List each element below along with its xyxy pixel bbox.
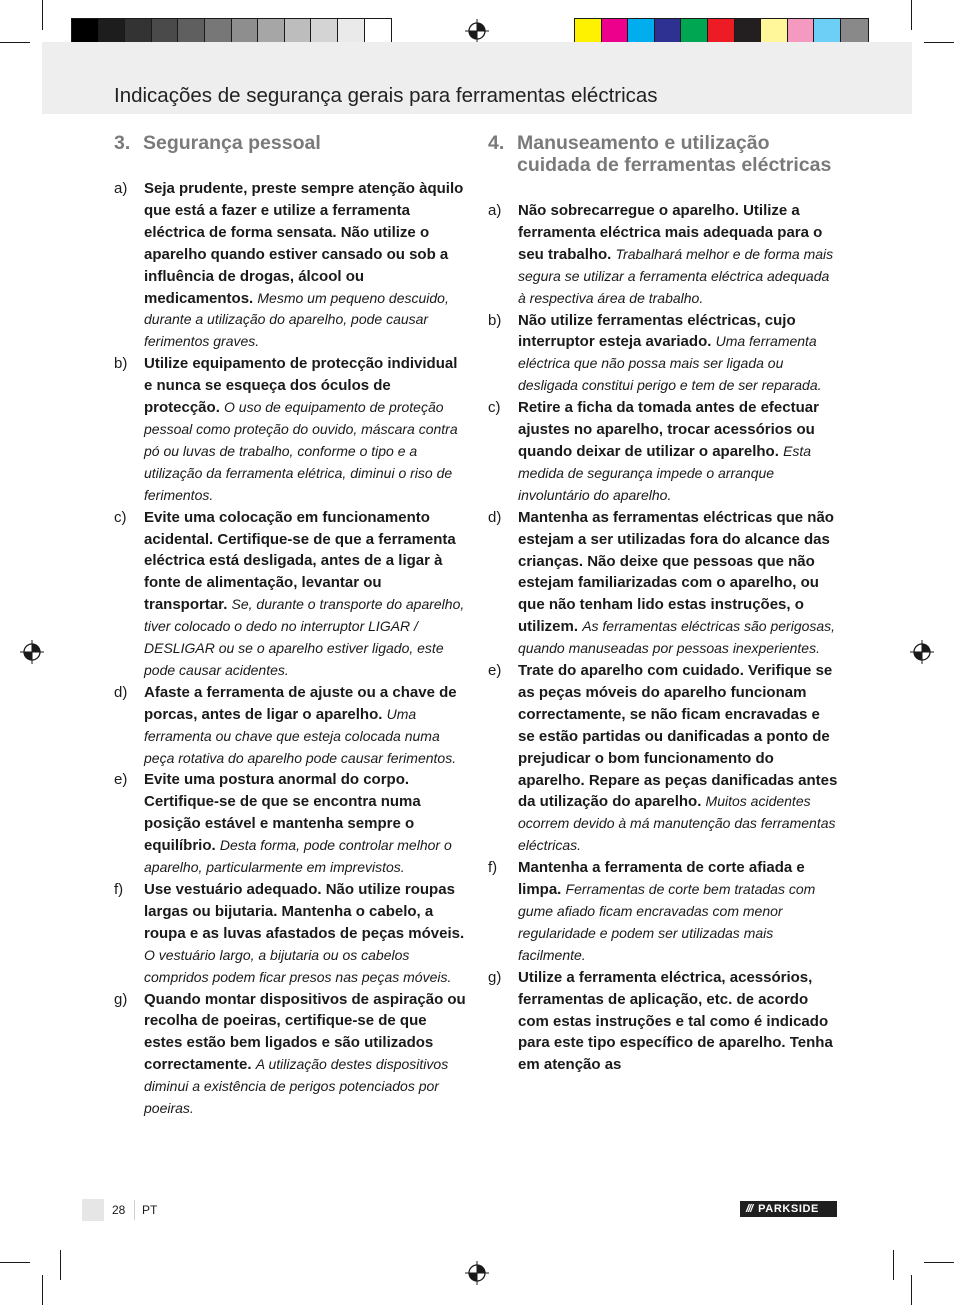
crop-mark bbox=[42, 1275, 43, 1305]
item-letter: a) bbox=[114, 180, 128, 197]
item-explanation: Esta medida de segurança impede o arranque involuntário do aparelho. bbox=[518, 442, 812, 503]
item-explanation: Desta forma, pode controlar melhor o aparelho, particularmente em imprevistos. bbox=[144, 837, 452, 876]
list-item bbox=[488, 660, 840, 857]
section-heading-personal-safety bbox=[114, 132, 466, 154]
crop-mark bbox=[42, 0, 43, 30]
list-item bbox=[114, 989, 466, 1120]
list-item bbox=[488, 200, 840, 310]
item-letter: g) bbox=[114, 990, 128, 1008]
list-item bbox=[114, 353, 466, 506]
item-instruction: Utilize a ferramenta eléctrica, acessórios, ferramentas de aplicação, etc. de acordo com estas instruções e tal como é indicado para este tipo específico de aparelho. Tenha em atenção as bbox=[518, 968, 833, 1074]
section-title: Segurança pessoal bbox=[143, 132, 321, 154]
crop-mark bbox=[911, 1275, 912, 1305]
item-explanation: Trabalhará melhor e de forma mais segura se utilizar a ferramenta eléctrica adequada à respectiva área de trabalho. bbox=[518, 245, 834, 306]
list-item bbox=[488, 310, 840, 398]
brand-name: PARKSIDE bbox=[758, 1203, 819, 1215]
item-instruction: Seja prudente, preste sempre atenção àquilo que está a fazer e utilize a ferramenta eléctrica de forma sensata. Não utilize o aparelho quando estiver cansado ou sob a influência de drogas, álcool ou medicamentos. bbox=[144, 180, 464, 307]
item-instruction: Evite uma colocação em funcionamento acidental. Certifique-se de que a ferramenta eléctrica está desligada, antes de a ligar à fonte de alimentação, levantar ou transportar. bbox=[144, 508, 456, 614]
item-text bbox=[518, 967, 840, 1077]
item-letter: f) bbox=[114, 881, 124, 898]
crop-mark bbox=[924, 1262, 954, 1263]
registration-mark-icon bbox=[465, 19, 489, 43]
crop-mark bbox=[0, 1262, 30, 1263]
item-text bbox=[518, 507, 840, 660]
page-number: 28 bbox=[112, 1203, 126, 1217]
item-instruction: Mantenha as ferramentas eléctricas que não estejam a ser utilizadas fora do alcance das crianças. Não deixe que pessoas que não estejam familiarizadas com o aparelho, ou que não tenham lido estas instruções, o utilizem. bbox=[518, 508, 834, 636]
item-letter: d) bbox=[114, 683, 128, 701]
item-text bbox=[144, 989, 466, 1120]
list-item bbox=[488, 857, 840, 967]
crop-mark bbox=[60, 1250, 61, 1280]
brand-logo bbox=[740, 1201, 837, 1217]
item-letter: e) bbox=[488, 662, 502, 680]
item-text bbox=[518, 200, 840, 310]
item-explanation: As ferramentas eléctricas são perigosas, quando manuseadas por pessoas inexperientes. bbox=[518, 618, 836, 657]
footer-marker bbox=[82, 1199, 104, 1221]
registration-mark-icon bbox=[20, 640, 44, 664]
item-instruction: Não sobrecarregue o aparelho. Utilize a ferramenta eléctrica mais adequada para o seu trabalho. bbox=[518, 202, 823, 263]
item-text bbox=[518, 857, 840, 967]
item-instruction: Quando montar dispositivos de aspiração ou recolha de poeiras, certifique-se de que estes estão bem ligados e são utilizados correctamente. bbox=[144, 990, 466, 1074]
section-number: 4. bbox=[488, 132, 505, 154]
list-item bbox=[114, 769, 466, 879]
item-text bbox=[518, 397, 840, 507]
section-number: 3. bbox=[114, 132, 131, 154]
item-instruction: Use vestuário adequado. Não utilize roupas largas ou bijutaria. Mantenha o cabelo, a roupa e as luvas afastados de peças móveis. bbox=[144, 881, 465, 942]
item-explanation: O uso de equipamento de proteção pessoal como proteção do ouvido, máscara contra pó ou luvas de trabalho, conforme o tipo e a utilização da ferramenta elétrica, diminui o riso de ferimentos. bbox=[144, 399, 458, 503]
item-text bbox=[144, 682, 466, 770]
item-instruction: Mantenha a ferramenta de corte afiada e limpa. bbox=[518, 859, 805, 899]
list-item bbox=[488, 967, 840, 1077]
page-title: Indicações de segurança gerais para ferramentas eléctricas bbox=[114, 84, 658, 107]
item-instruction: Retire a ficha da tomada antes de efectuar ajustes no aparelho, trocar acessórios ou quando deixar de utilizar o aparelho. bbox=[518, 399, 819, 460]
item-text bbox=[144, 879, 466, 989]
section-title: Manuseamento e utilização cuidada de ferramentas eléctricas bbox=[517, 132, 832, 176]
item-instruction: Trate do aparelho com cuidado. Verifique se as peças móveis do aparelho funcionam correctamente, se não ficam encravadas e se estão partidas ou danificadas a ponto de prejudicar o bom funcionamento do aparelho. Repare as peças danificadas antes da utilização do aparelho. bbox=[518, 662, 838, 811]
list-item bbox=[114, 879, 466, 989]
list-item bbox=[114, 507, 466, 682]
item-text bbox=[144, 178, 466, 353]
item-explanation: Muitos acidentes ocorrem devido à má manutenção das ferramentas eléctricas. bbox=[518, 793, 836, 854]
item-letter: a) bbox=[488, 202, 502, 219]
list-item bbox=[488, 507, 840, 660]
instruction-list bbox=[488, 200, 840, 1076]
left-column bbox=[114, 132, 466, 1120]
item-letter: g) bbox=[488, 968, 502, 986]
item-explanation: Ferramentas de corte bem tratadas com gume afiado ficam encravadas com menor regularidade e podem ser utilizadas mais facilmente. bbox=[518, 881, 816, 963]
registration-mark-icon bbox=[465, 1261, 489, 1285]
item-explanation: O vestuário largo, a bijutaria ou os cabelos compridos podem ficar presos nas peças móveis. bbox=[144, 946, 452, 985]
item-letter: b) bbox=[488, 311, 502, 329]
item-explanation: A utilização destes dispositivos diminui a existência de perigos potenciados por poeiras. bbox=[144, 1056, 449, 1117]
instruction-list bbox=[114, 178, 466, 1120]
item-explanation: Se, durante o transporte do aparelho, tiver colocado o dedo no interruptor LIGAR / DESLIGAR ou se o aparelho estiver ligado, este pode causar acidentes. bbox=[144, 596, 465, 678]
list-item bbox=[488, 397, 840, 507]
registration-mark-icon bbox=[910, 640, 934, 664]
list-item bbox=[114, 682, 466, 770]
right-column bbox=[488, 132, 840, 1076]
item-text bbox=[518, 660, 840, 857]
item-letter: b) bbox=[114, 355, 128, 373]
item-letter: f) bbox=[488, 859, 498, 877]
item-text bbox=[144, 769, 466, 879]
item-instruction: Não utilize ferramentas eléctricas, cujo interruptor esteja avariado. bbox=[518, 311, 796, 351]
item-letter: c) bbox=[114, 508, 127, 526]
item-text bbox=[518, 310, 840, 398]
item-text bbox=[144, 353, 466, 506]
brand-slashes: /// bbox=[746, 1203, 753, 1215]
section-heading-tool-handling bbox=[488, 132, 840, 176]
list-item bbox=[114, 178, 466, 353]
item-letter: d) bbox=[488, 508, 502, 526]
language-code: PT bbox=[142, 1203, 158, 1217]
item-explanation: Uma ferramenta eléctrica que não possa mais ser ligada ou desligada constitui perigo e tem de ser reparada. bbox=[518, 333, 822, 394]
item-explanation: Uma ferramenta ou chave que esteja colocada numa peça rotativa do aparelho pode causar ferimentos. bbox=[144, 705, 457, 766]
crop-mark bbox=[0, 42, 30, 43]
crop-mark bbox=[924, 42, 954, 43]
item-letter: e) bbox=[114, 771, 128, 789]
item-instruction: Utilize equipamento de protecção individual e nunca se esqueça dos óculos de protecção. bbox=[144, 355, 458, 417]
crop-mark bbox=[893, 1250, 894, 1280]
item-letter: c) bbox=[488, 399, 501, 417]
item-explanation: Mesmo um pequeno descuido, durante a utilização do aparelho, pode causar ferimentos graves. bbox=[144, 289, 449, 350]
item-instruction: Afaste a ferramenta de ajuste ou a chave de porcas, antes de ligar o aparelho. bbox=[144, 683, 457, 723]
item-text bbox=[144, 507, 466, 682]
item-instruction: Evite uma postura anormal do corpo. Certifique-se de que se encontra numa posição estável e mantenha sempre o equilíbrio. bbox=[144, 771, 421, 855]
footer-divider bbox=[134, 1200, 135, 1220]
crop-mark bbox=[911, 0, 912, 30]
